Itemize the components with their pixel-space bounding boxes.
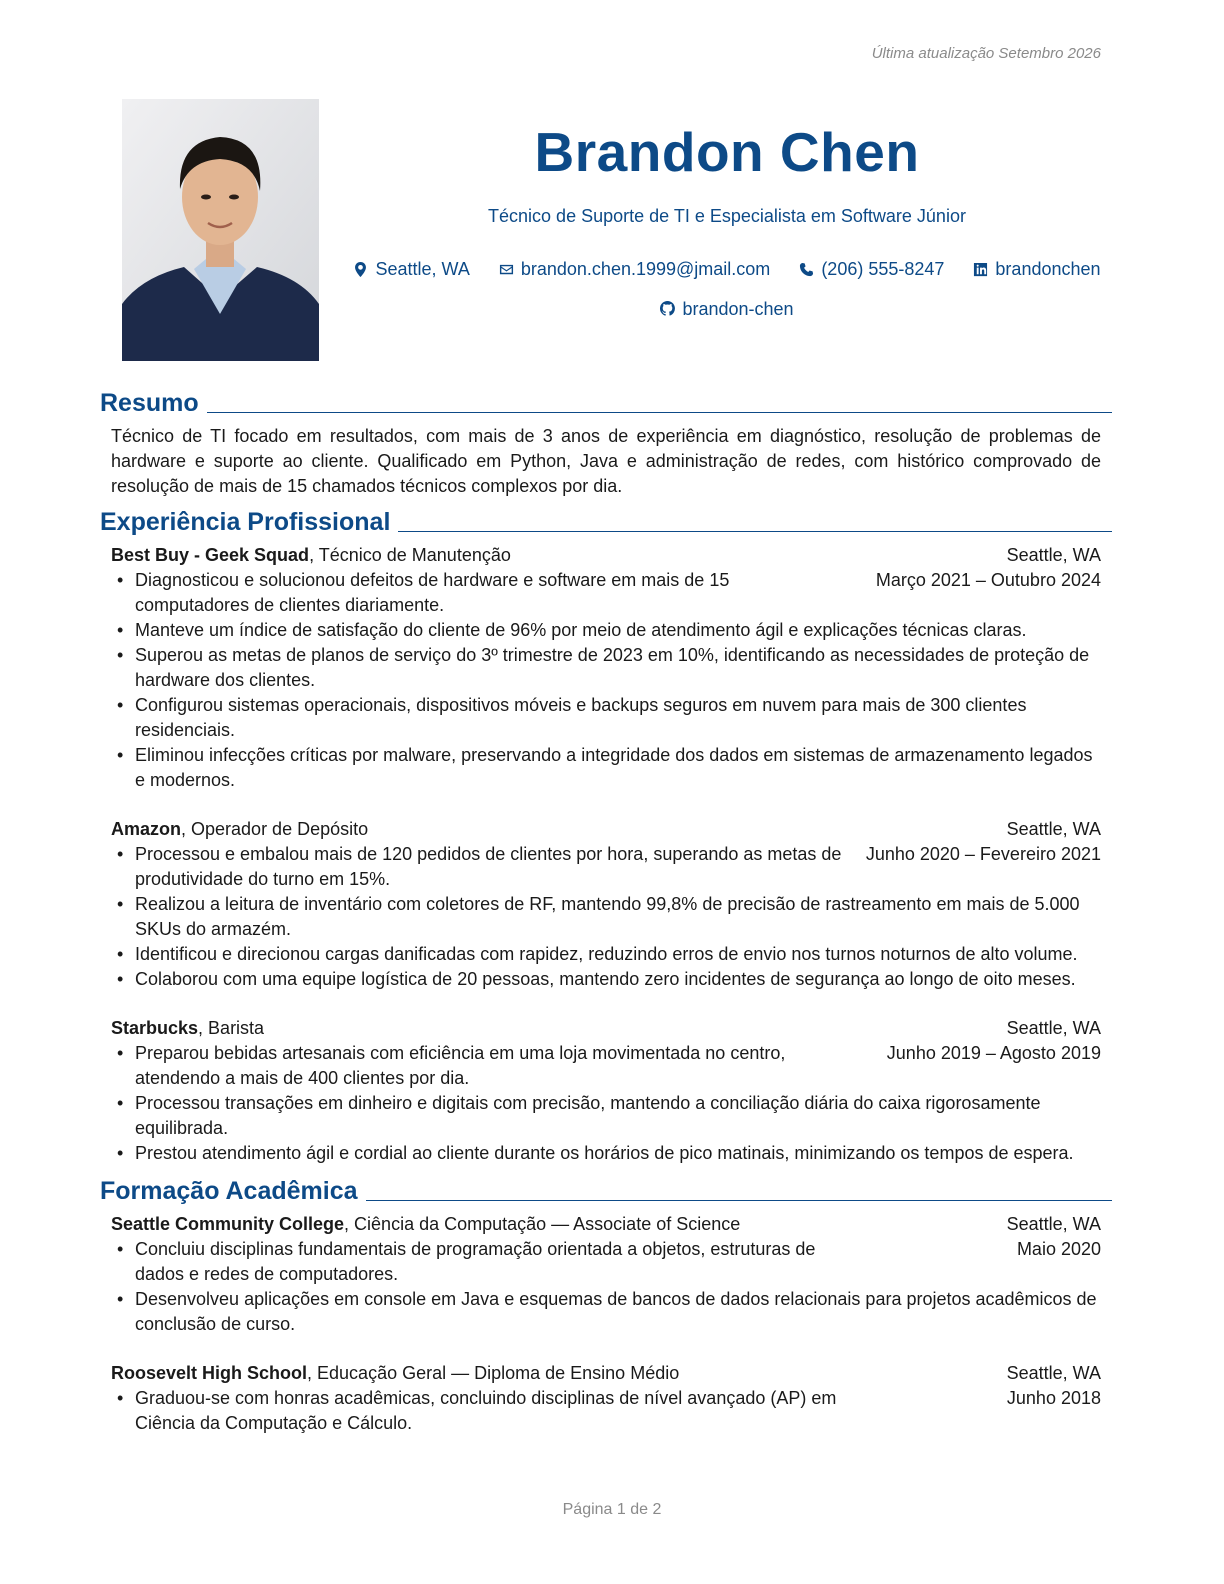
section-divider <box>207 412 1112 413</box>
section-divider <box>398 531 1112 532</box>
school: Seattle Community College <box>111 1214 345 1234</box>
school: Roosevelt High School <box>111 1363 308 1383</box>
experience-entry <box>111 543 1101 793</box>
employer: Amazon <box>111 819 182 839</box>
bullet-item <box>111 568 1101 618</box>
bullet-text: • Diagnosticou e solucionou defeitos de hardware e software em mais de 15 computadores de clientes diariamente. <box>135 570 730 615</box>
entry-location: Seattle, WA <box>1006 1214 1101 1234</box>
bullet-item: • Prestou atendimento ágil e cordial ao cliente durante os horários de pico matinais, minimizando os tempos de espera. <box>111 1141 1101 1166</box>
contact-info <box>330 250 1124 329</box>
bullet-item: • Configurou sistemas operacionais, dispositivos móveis e backups seguros em nuvem para mais de 300 clientes residenciais. <box>111 693 1101 743</box>
degree: , Educação Geral — Diploma de Ensino Médio <box>307 1363 680 1383</box>
experience-list <box>100 543 1112 1166</box>
bullet-text: • Preparou bebidas artesanais com eficiência em uma loja movimentada no centro, atendendo a mais de 400 clientes por dia. <box>135 1043 786 1088</box>
entry-date: Março 2021 – Outubro 2024 <box>875 570 1101 590</box>
bullet-item: • Colaborou com uma equipe logística de 20 pessoas, mantendo zero incidentes de segurança ao longo de oito meses. <box>111 967 1101 992</box>
location-text: Seattle, WA <box>375 259 470 279</box>
github-link[interactable]: brandon-chen <box>682 298 794 319</box>
bullet-item: • Processou transações em dinheiro e digitais com precisão, mantendo a conciliação diária do caixa rigorosamente equilibrada. <box>111 1091 1101 1141</box>
entry-date: Junho 2019 – Agosto 2019 <box>886 1043 1101 1063</box>
phone-link[interactable]: (206) 555-8247 <box>821 259 945 279</box>
education-title: Formação Acadêmica <box>100 1177 358 1205</box>
entry-location: Seattle, WA <box>1006 819 1101 839</box>
employer: Starbucks <box>111 1018 199 1038</box>
bullet-item: • Realizou a leitura de inventário com coletores de RF, mantendo 99,8% de precisão de rastreamento em mais de 5.000 SKUs do armazém. <box>111 892 1101 942</box>
email-link[interactable]: brandon.chen.1999@jmail.com <box>520 259 771 279</box>
profile-photo <box>122 99 319 361</box>
bullet-item <box>111 1237 1101 1287</box>
entry-location: Seattle, WA <box>1006 1363 1101 1383</box>
bullet-item: • Manteve um índice de satisfação do cliente de 96% por meio de atendimento ágil e explicações técnicas claras. <box>111 618 1101 643</box>
bullet-item <box>111 842 1101 892</box>
job-title: , Barista <box>198 1018 265 1038</box>
contact-email[interactable] <box>499 250 770 288</box>
experience-entry <box>111 817 1101 992</box>
degree: , Ciência da Computação — Associate of Science <box>344 1214 741 1234</box>
experience-title: Experiência Profissional <box>100 508 391 536</box>
education-list <box>100 1212 1112 1436</box>
employer: Best Buy - Geek Squad <box>111 545 310 565</box>
experience-entry <box>111 1016 1101 1166</box>
last-updated: Última atualização Setembro 2026 <box>871 45 1101 62</box>
github-icon <box>660 301 675 316</box>
education-entry <box>111 1212 1101 1337</box>
page-number: Página 1 de 2 <box>562 1501 662 1518</box>
linkedin-link[interactable]: brandonchen <box>995 259 1101 279</box>
linkedin-icon <box>973 262 988 277</box>
bullet-item <box>111 1041 1101 1091</box>
headline: Técnico de Suporte de TI e Especialista em Software Júnior <box>488 206 966 226</box>
resume-body <box>100 382 1112 1436</box>
bullet-item: • Desenvolveu aplicações em console em Java e esquemas de bancos de dados relacionais para projetos acadêmicos de conclusão de curso. <box>111 1287 1101 1337</box>
entry-date: Maio 2020 <box>1016 1239 1101 1259</box>
job-title: , Técnico de Manutenção <box>309 545 511 565</box>
candidate-name: Brandon Chen <box>534 121 920 183</box>
map-pin-icon <box>353 262 368 277</box>
bullet-text: • Graduou-se com honras acadêmicas, concluindo disciplinas de nível avançado (AP) em Ciência da Computação e Cálculo. <box>135 1388 837 1433</box>
bullet-text: • Concluiu disciplinas fundamentais de programação orientada a objetos, estruturas de dados e redes de computadores. <box>135 1239 816 1284</box>
summary-text: Técnico de TI focado em resultados, com mais de 3 anos de experiência em diagnóstico, resolução de problemas de hardware e suporte ao cliente. Qualificado em Python, Java e administração de redes, com histórico comprovado de resolução de mais de 15 chamados técnicos complexos por dia. <box>111 426 1101 496</box>
contact-location <box>353 250 469 288</box>
bullet-item: • Superou as metas de planos de serviço do 3º trimestre de 2023 em 10%, identificando as necessidades de proteção de hardware dos clientes. <box>111 643 1101 693</box>
education-section-header <box>100 1174 1112 1208</box>
bullet-item: • Eliminou infecções críticas por malware, preservando a integridade dos dados em sistemas de armazenamento legados e modernos. <box>111 743 1101 793</box>
entry-date: Junho 2020 – Fevereiro 2021 <box>865 844 1101 864</box>
entry-location: Seattle, WA <box>1006 545 1101 565</box>
bullet-text: • Processou e embalou mais de 120 pedidos de clientes por hora, superando as metas de produtividade do turno em 15%. <box>135 844 842 889</box>
section-divider <box>366 1200 1112 1201</box>
job-title: , Operador de Depósito <box>181 819 369 839</box>
contact-linkedin[interactable] <box>973 250 1100 288</box>
summary-section-header <box>100 386 1112 420</box>
education-entry <box>111 1361 1101 1436</box>
summary-title: Resumo <box>100 389 199 417</box>
bullet-item: • Identificou e direcionou cargas danificadas com rapidez, reduzindo erros de envio nos turnos noturnos de alto volume. <box>111 942 1101 967</box>
envelope-icon <box>499 262 514 277</box>
phone-icon <box>799 262 814 277</box>
resume-header <box>330 112 1124 329</box>
contact-github[interactable] <box>660 290 793 328</box>
entry-date: Junho 2018 <box>1006 1388 1101 1408</box>
contact-phone[interactable] <box>799 250 944 288</box>
entry-location: Seattle, WA <box>1006 1018 1101 1038</box>
experience-section-header <box>100 505 1112 539</box>
bullet-item <box>111 1386 1101 1436</box>
